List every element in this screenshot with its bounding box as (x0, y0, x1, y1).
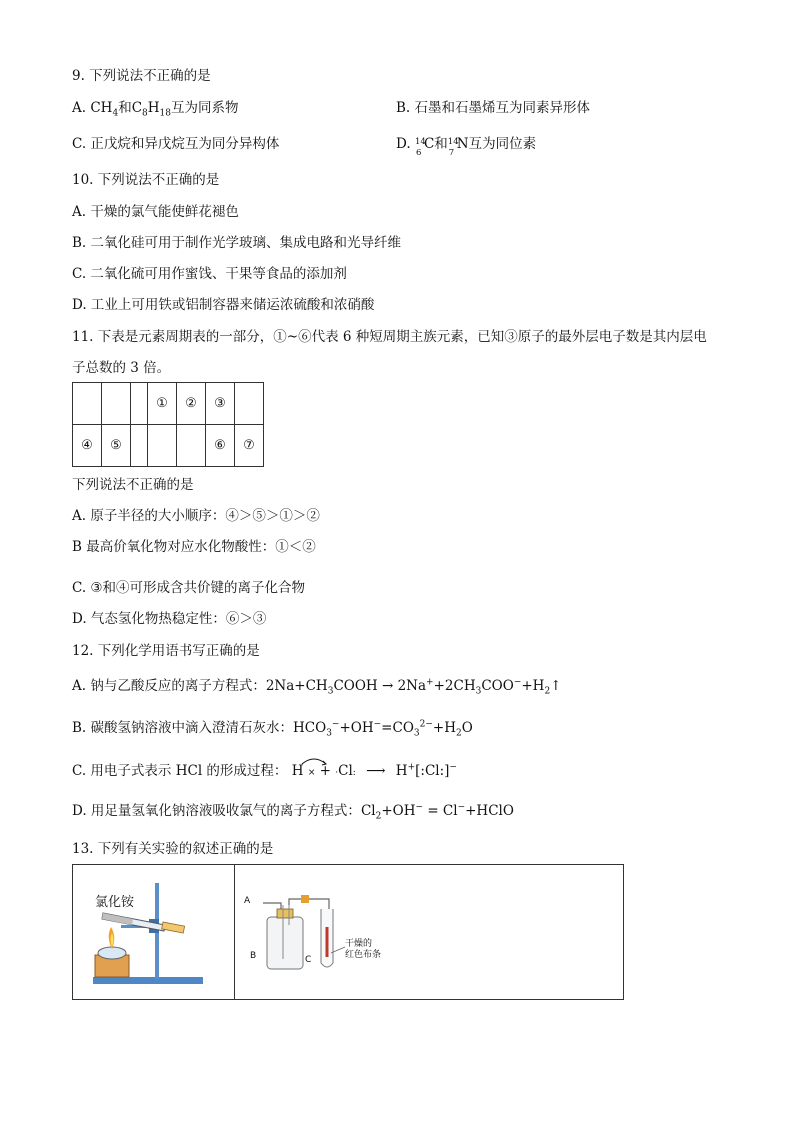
figure-chlorine-bleaching (235, 865, 623, 999)
q12-option-a: A. 钠与乙酸反应的离子方程式：$2Na+CH_3COOH$ → $2Na^++2CH_3COO^-+H_2↑$ (72, 677, 562, 697)
q13-stem: 13. 下列有关实验的叙述正确的是 (72, 841, 274, 857)
table-cell: ⑤ (102, 425, 131, 467)
table-cell (73, 383, 102, 425)
q10-option-a: A. 干燥的氯气能使鲜花褪色 (72, 204, 239, 220)
table-cell: ① (148, 383, 177, 425)
fig1-label: 氯化铵 (95, 895, 135, 910)
q11-option-a: A. 原子半径的大小顺序：④＞⑤＞①＞② (72, 508, 320, 524)
table-cell: ⑥ (206, 425, 235, 467)
q11-stem-line1: 11. 下表是元素周期表的一部分，①~⑥代表 6 种短周期主族元素，已知③原子的最外层电子数是其内层电 (72, 329, 707, 345)
figure-heating-ammonium-chloride (73, 865, 234, 999)
q11-stem-line2: 子总数的 3 倍。 (72, 360, 171, 376)
table-cell: ③ (206, 383, 235, 425)
q9-option-c: C. 正戊烷和异戊烷互为同分异构体 (72, 136, 280, 152)
table-cell (177, 425, 206, 467)
q12-option-d: D. 用足量氢氧化钠溶液吸收氯气的离子方程式：$Cl_2+OH^-$ = Cl−+HClO (72, 802, 514, 822)
table-row (73, 383, 264, 425)
table-cell (235, 383, 264, 425)
table-cell: ⑦ (235, 425, 264, 467)
fig2-caption: 干燥的 红色布条 (345, 939, 382, 960)
table-cell (148, 425, 177, 467)
q12-option-c: C. 用电子式表示 HCl 的形成过程： H × + ·Cl: ⟶ H+[:Cl:]− (72, 762, 457, 782)
table-cell (131, 383, 148, 425)
q12-option-b: B. 碳酸氢钠溶液中滴入澄清石灰水：$HCO_3^-+OH^-=CO_3^{2-}+H_2O$ (72, 719, 473, 739)
q10-option-d: D. 工业上可用铁或铝制容器来储运浓硫酸和浓硝酸 (72, 297, 375, 313)
table-cell: ② (177, 383, 206, 425)
q9-option-d: D. 14 6 C和 14 7 N互为同位素 (396, 136, 537, 158)
gas-bottle-apparatus-icon (241, 865, 381, 999)
q10-option-c: C. 二氧化硫可用作蜜饯、干果等食品的添加剂 (72, 266, 347, 282)
q9-option-a: A. $CH_4$和$C_8H_{18}$互为同系物 (72, 100, 239, 119)
electron-transfer-arrow-icon (292, 754, 356, 778)
q9-stem: 9. 下列说法不正确的是 (72, 68, 211, 84)
q13-figure-table (72, 864, 624, 1000)
q12-stem: 12. 下列化学用语书写正确的是 (72, 643, 260, 659)
q9-option-b: B. 石墨和石墨烯互为同素异形体 (396, 100, 591, 116)
heating-apparatus-icon (73, 865, 234, 999)
fig2-label-b: B (250, 951, 257, 961)
q11-option-d: D. 气态氢化物热稳定性：⑥＞③ (72, 611, 267, 627)
fig2-label-a: A (244, 896, 251, 906)
table-row (73, 425, 264, 467)
q10-option-b: B. 二氧化硅可用于制作光学玻璃、集成电路和光导纤维 (72, 235, 402, 251)
fig2-label-c: C (305, 955, 312, 965)
table-cell (131, 425, 148, 467)
q11-sub-stem: 下列说法不正确的是 (72, 477, 194, 493)
table-cell (102, 383, 131, 425)
q11-option-c: C. ③和④可形成含共价键的离子化合物 (72, 580, 306, 596)
q11-option-b: B 最高价氧化物对应水化物酸性：①＜② (72, 539, 316, 555)
periodic-table-fragment (72, 382, 264, 467)
table-cell: ④ (73, 425, 102, 467)
q10-stem: 10. 下列说法不正确的是 (72, 172, 220, 188)
